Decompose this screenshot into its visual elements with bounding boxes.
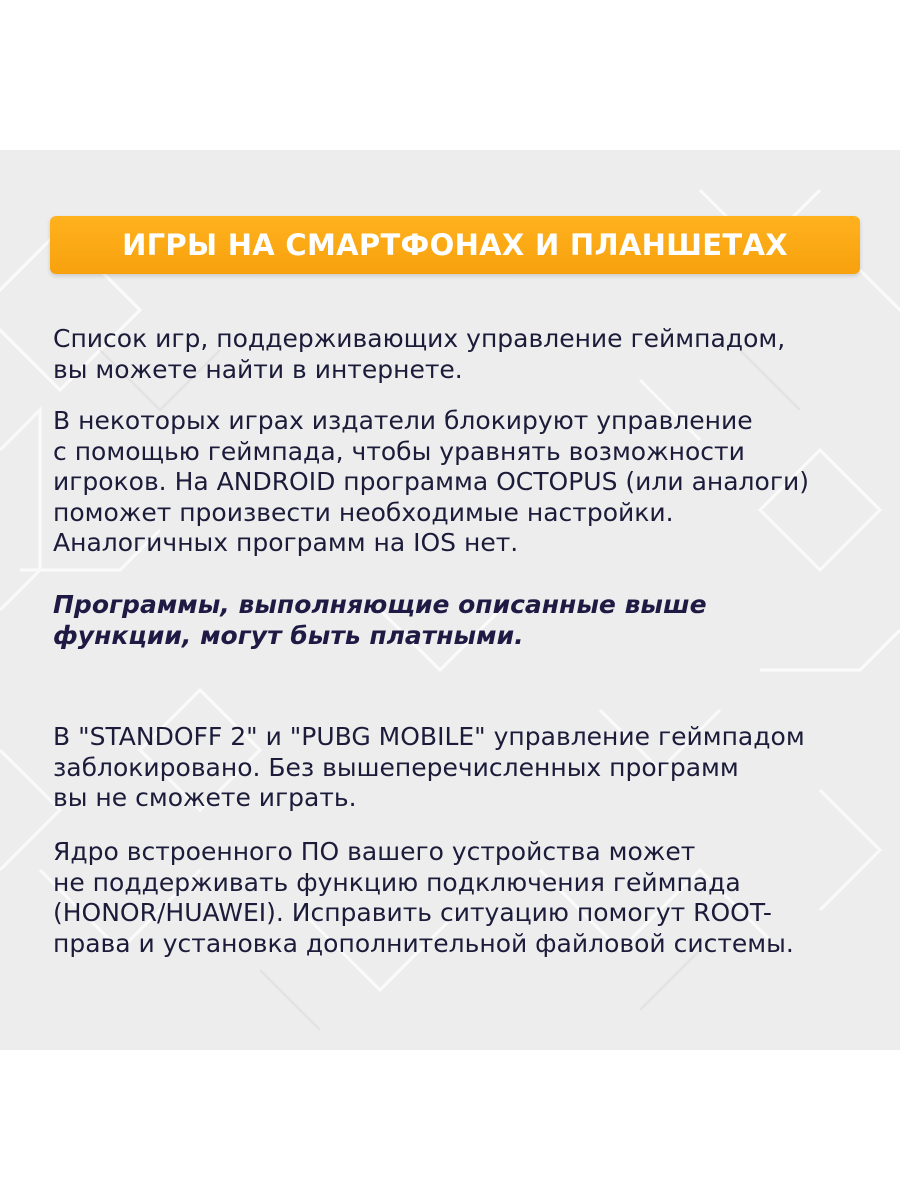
paragraph-kernel-support bbox=[53, 837, 863, 959]
text-line: вы не сможете играть. bbox=[53, 783, 357, 812]
paragraph-blocked-games bbox=[53, 722, 863, 814]
text-line: (HONOR/HUAWEI). Исправить ситуацию помогут ROOT- bbox=[53, 898, 772, 927]
text-line: не поддерживать функцию подключения геймпада bbox=[53, 867, 741, 897]
text-line: В некоторых играх издатели блокируют управление bbox=[53, 406, 753, 435]
text-line: вы можете найти в интернете. bbox=[53, 354, 463, 384]
text-line: Ядро встроенного ПО вашего устройства может bbox=[53, 837, 696, 866]
paragraph-paid-note bbox=[53, 590, 863, 651]
section-title: ИГРЫ НА СМАРТФОНАХ И ПЛАНШЕТАХ bbox=[122, 228, 788, 262]
paragraph-games-list bbox=[53, 324, 863, 385]
text-line: поможет произвести необходимые настройки. bbox=[53, 497, 674, 527]
paragraph-publishers-block bbox=[53, 406, 863, 559]
text-line: Программы, выполняющие описанные выше bbox=[53, 590, 707, 619]
text-line: функции, могут быть платными. bbox=[53, 620, 524, 650]
text-line: права и установка дополнительной файловой системы. bbox=[53, 928, 794, 958]
text-line: В "STANDOFF 2" и "PUBG MOBILE" управление геймпадом bbox=[53, 722, 805, 751]
content-panel bbox=[0, 150, 900, 1050]
text-line: Список игр, поддерживающих управление геймпадом, bbox=[53, 324, 786, 353]
text-line: с помощью геймпада, чтобы уравнять возможности bbox=[53, 436, 745, 466]
text-line: заблокировано. Без вышеперечисленных программ bbox=[53, 752, 739, 782]
section-header-banner bbox=[50, 216, 860, 274]
text-line: игроков. На ANDROID программа OCTOPUS (или аналоги) bbox=[53, 467, 809, 496]
text-line: Аналогичных программ на IOS нет. bbox=[53, 528, 519, 557]
